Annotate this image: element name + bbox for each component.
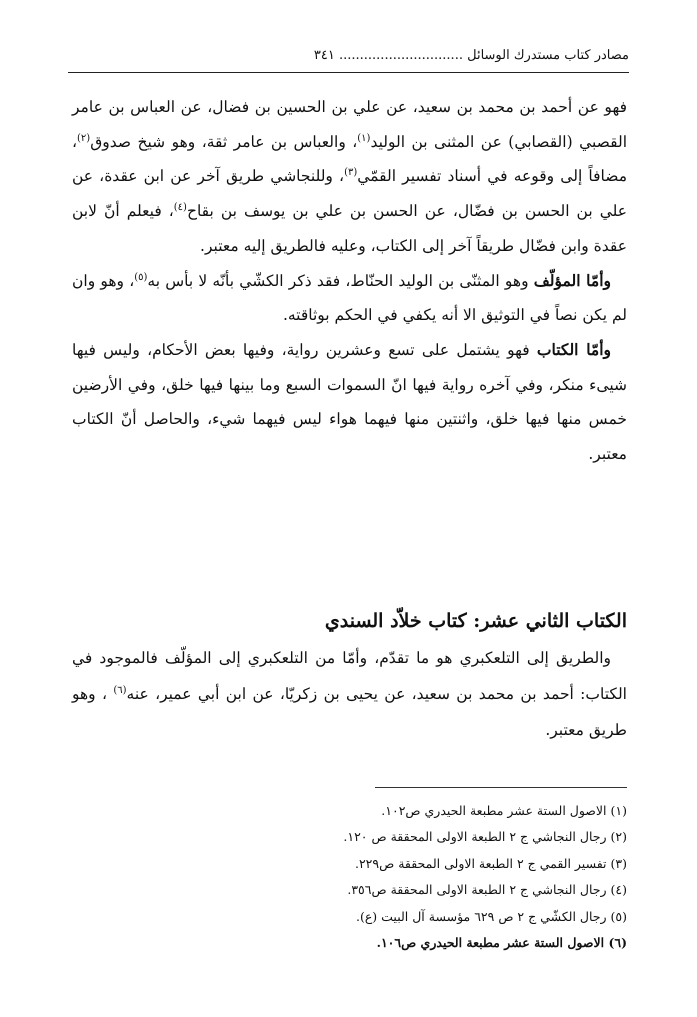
text-segment: ، مضافاً إلى وقوعه في أسناد تفسير القمّي (72, 132, 627, 186)
paragraph-book (72, 333, 627, 472)
footnote-ref[interactable]: (١) (357, 132, 371, 144)
paragraph-author (72, 264, 627, 333)
text-segment: ، وهو وان لم يكن نصاً في التوثيق الا أنه يكفي في الحكم بوثاقته. (72, 271, 627, 325)
footnote-item: (٢) رجال النجاشي ج ٢ الطبعة الاولى المحققة ص ١٢٠. (343, 829, 627, 845)
footnote-ref[interactable]: (٥) (134, 271, 148, 283)
section-heading: الكتاب الثاني عشر: كتاب خلاّد السندي (324, 610, 627, 632)
footnote-item: (٣) تفسير القمي ج ٢ الطبعة الاولى المحققة ص٢٢٩. (354, 855, 627, 871)
header-leader-dots: .............................. (338, 48, 463, 63)
paragraph-lead: وأمّا الكتاب (536, 339, 612, 359)
page-number: ٣٤١ (313, 48, 335, 63)
footnote-ref[interactable]: (٢) (77, 132, 91, 144)
footnote-ref[interactable]: (٤) (173, 201, 187, 213)
footnote-item: (٥) رجال الكشّي ج ٢ ص ٦٢٩ مؤسسة آل البيت (ع). (355, 908, 627, 924)
header-title: مصادر كتاب مستدرك الوسائل (467, 48, 629, 63)
footnote-ref[interactable]: (٦) (113, 684, 127, 696)
footnote-divider (375, 787, 627, 788)
footnote-item: (٦) الاصول الستة عشر مطبعة الحيدري ص١٠٦. (376, 935, 627, 951)
paragraph-lead: وأمّا المؤلّف (533, 270, 611, 290)
text-segment: والطريق إلى التلعكبري هو ما تقدّم، وأمّا من التلعكبري إلى المؤلّف فالموجود في الكتاب: أحمد بن محمد بن سعيد، عن يحيى بن زكريّا، عن ابن أبي عمير، عنه (72, 649, 627, 703)
text-segment: ، وللنجاشي طريق آخر عن ابن عقدة، عن علي بن الحسن بن فضّال، عن الحسن بن علي بن يوسف بن بقاح (72, 167, 627, 221)
footnote-ref[interactable]: (٣) (344, 167, 358, 179)
text-segment: ، وهو طريق معتبر. (72, 685, 627, 739)
main-text (72, 90, 627, 472)
paragraph-tariq (72, 90, 627, 264)
running-header (68, 46, 629, 73)
text-segment: وهو المثنّى بن الوليد الحنّاط، فقد ذكر الكشّي بأنّه لا بأس به (147, 271, 534, 290)
text-segment: ، والعباس بن عامر ثقة، وهو شيخ صدوق (90, 132, 358, 151)
footnotes (72, 798, 627, 956)
text-segment: ، فيعلم أنّ لابن عقدة وابن فضّال طريقاً آخر إلى الكتاب، وعليه فالطريق إليه معتبر. (72, 202, 627, 255)
footnote-item: (١) الاصول الستة عشر مطبعة الحيدري ص١٠٢. (381, 803, 627, 818)
text-segment: فهو عن أحمد بن محمد بن سعيد، عن علي بن الحسين بن فضال، عن العباس بن عامر القصبي (القصابي) عن المثنى بن الوليد (72, 98, 627, 151)
paragraph-section (72, 640, 627, 748)
section-text (72, 640, 627, 748)
footnote-item: (٤) رجال النجاشي ج ٢ الطبعة الاولى المحققة ص٣٥٦. (347, 882, 627, 898)
text-segment: فهو يشتمل على تسع وعشرين رواية، وفيها بعض الأحكام، وليس فيها شيىء منكر، وفي آخره رواية فيها انّ السموات السبع وما بينها فيها خلق، وفي الأرضين خمس منها فيها خلق، واثنتين منها فيهما هواء ليس فيهما شيء، والحاصل أنّ الكتاب معتبر. (72, 340, 627, 464)
